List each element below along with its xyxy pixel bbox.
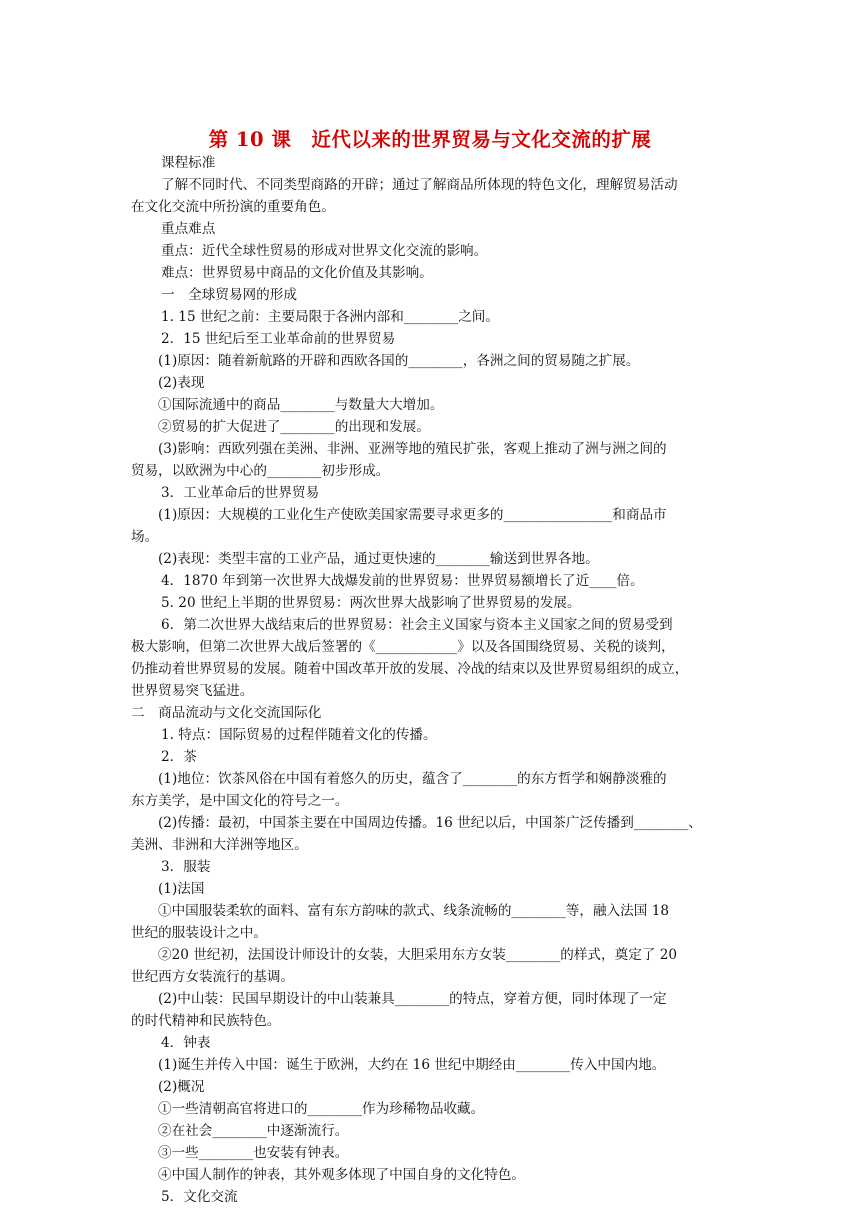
text-line: 1. 15 世纪之前：主要局限于各洲内部和________之间。 [161,309,499,325]
text-line: ②20 世纪初，法国设计师设计的女装，大胆采用东方女装________的样式，奠定了 20 [158,947,678,963]
text-line: 了解不同时代、不同类型商路的开辟；通过了解商品所体现的特色文化，理解贸易活动 [161,177,678,193]
text-line: (1)地位：饮茶风俗在中国有着悠久的历史，蕴含了________的东方哲学和娴静淡雅的 [158,771,667,787]
text-line: 世纪西方女装流行的基调。 [131,969,295,985]
text-line: 1. 特点：国际贸易的过程伴随着文化的传播。 [161,727,437,743]
text-line: 重点：近代全球性贸易的形成对世界文化交流的影响。 [161,243,488,259]
text-line: 5. 20 世纪上半期的世界贸易：两次世界大战影响了世界贸易的发展。 [161,595,581,611]
text-line: 2．茶 [161,749,197,765]
text-line: 的时代精神和民族特色。 [131,1013,281,1029]
text-line: 重点难点 [161,221,216,237]
text-line: 贸易，以欧洲为中心的________初步形成。 [131,463,390,479]
text-line: ②在社会________中逐渐流行。 [158,1123,349,1139]
text-line: (2)表现 [158,375,205,391]
text-line: 二 商品流动与文化交流国际化 [131,705,322,721]
page-title: 第 10 课 近代以来的世界贸易与文化交流的扩展 [208,128,652,151]
text-line: (1)原因：大规模的工业化生产使欧美国家需要寻求更多的________________和商品市 [158,507,667,523]
text-line: 4．钟表 [161,1035,211,1051]
text-line: 课程标准 [161,155,216,171]
text-line: (2)表现：类型丰富的工业产品，通过更快速的________输送到世界各地。 [158,551,599,567]
text-line: ③一些________也安装有钟表。 [158,1145,349,1161]
text-line: 6．第二次世界大战结束后的世界贸易：社会主义国家与资本主义国家之间的贸易受到 [161,617,673,633]
text-line: ②贸易的扩大促进了________的出现和发展。 [158,419,430,435]
text-line: 4．1870 年到第一次世界大战爆发前的世界贸易：世界贸易额增长了近____倍。 [161,573,644,589]
text-line: 难点：世界贸易中商品的文化价值及其影响。 [161,265,433,281]
text-line: 世界贸易突飞猛进。 [131,683,254,699]
text-line: (2)中山装：民国早期设计的中山装兼具________的特点，穿着方便，同时体现了一定 [158,991,667,1007]
text-line: (1)原因：随着新航路的开辟和西欧各国的________，各洲之间的贸易随之扩展。 [158,353,640,369]
text-line: (2)概况 [158,1079,205,1095]
text-line: ④中国人制作的钟表，其外观多体现了中国自身的文化特色。 [158,1167,526,1183]
text-line: ①中国服装柔软的面料、富有东方韵味的款式、线条流畅的________等，融入法国 18 [158,903,669,919]
text-line: 2．15 世纪后至工业革命前的世界贸易 [161,331,396,347]
text-line: 场。 [131,529,159,545]
text-line: (1)法国 [158,881,205,897]
text-line: 3．工业革命后的世界贸易 [161,485,320,501]
text-line: 一 全球贸易网的形成 [161,287,297,303]
text-line: (1)诞生并传入中国：诞生于欧洲，大约在 16 世纪中期经由________传入中国内地。 [158,1057,666,1073]
text-line: (3)影响：西欧列强在美洲、非洲、亚洲等地的殖民扩张，客观上推动了洲与洲之间的 [158,441,667,457]
text-line: 3．服装 [161,859,211,875]
text-line: 东方美学，是中国文化的符号之一。 [131,793,349,809]
text-line: 世纪的服装设计之中。 [131,925,267,941]
text-line: 在文化交流中所扮演的重要角色。 [131,199,335,215]
text-line: 极大影响，但第二次世界大战后签署的《____________》以及各国围绕贸易、关税的谈判， [131,639,675,655]
text-line: (2)传播：最初，中国茶主要在中国周边传播。16 世纪以后，中国茶广泛传播到________、 [158,815,702,831]
document-body [131,152,731,1208]
text-line: ①一些清朝高官将进口的________作为珍稀物品收藏。 [158,1101,485,1117]
text-line: 仍推动着世界贸易的发展。随着中国改革开放的发展、冷战的结束以及世界贸易组织的成立， [131,661,689,677]
text-line: 美洲、非洲和大洋洲等地区。 [131,837,308,853]
text-line: ①国际流通中的商品________与数量大大增加。 [158,397,444,413]
text-line: 5．文化交流 [161,1189,238,1205]
